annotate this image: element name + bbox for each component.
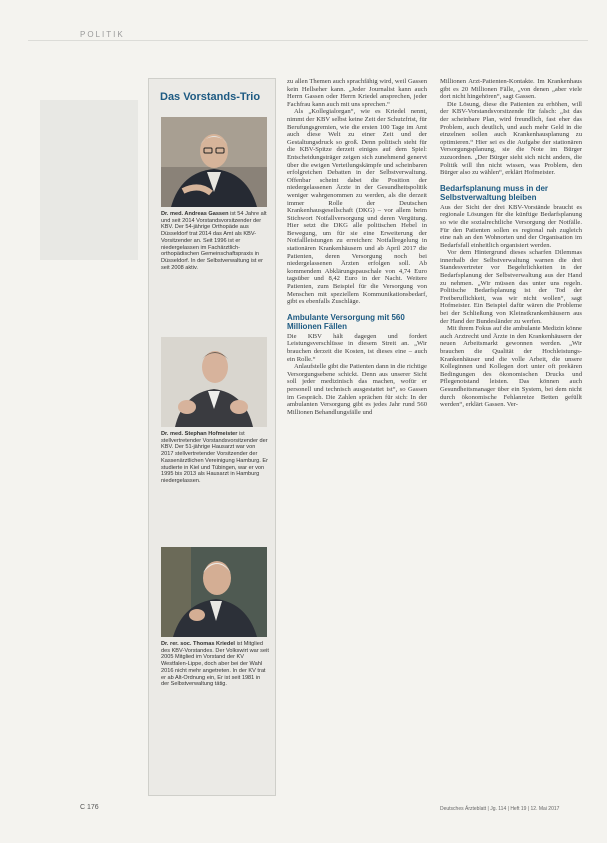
col1-paragraph-2: Als „Kollegialorgan“, wie es Kriedel nennt, nimmt der KBV selbst keine Zeit der Schutzfrist, für Berufungsgremien, wie die ersten 100 Tage im Amt auch diese Welt zu einer Zeit und der Gestaltungsdruck so groß. Denn politisch steht für die KBV-Spitze derzeit einiges auf dem Spiel: Entscheidungsträger zeigen sich zunehmend genervt über die ewigen Verteilungskämpfe und scheinbaren erfolgreichen Debatten in der Selbstverwaltung. Offenbar scheint dabei die Position der niedergelassenen Ärzte in der Gesundheitspolitik weniger wahrgenommen zu werden, als die derzeit immer Rolle der Deutschen Krankenhausgesellschaft (DKG) – vor allem beim Stichwort Notfallversorgung und deren Vergütung. Hier setzt die DKG alle politischen Hebel in Bewegung, um für sie eine Erweiterung der Notfallleistungen zu erreichen: Notfallregelung in stationären Krankenhäusern und ab April 2017 die Patienten, deren Versorgung noch bei niedergelassenen Ärzten erfolgen soll. Ab kommendem Abklärungspauschale von 4,74 Euro tagsüber und 8,42 Euro in der Nacht. Weitere Patienten, zum Beispiel für die Versorgung von Menschen mit speziellem Kommunikationsbedarf, gibt es ebenfalls Zuschläge. (287, 108, 427, 306)
sidebar-title: Das Vorstands-Trio (160, 91, 261, 103)
portrait-photo-1 (161, 117, 267, 207)
bio-1 (161, 211, 269, 271)
bio-1-text: ist 54 Jahre alt und seit 2014 Vorstandsvorsitzender der KBV. Der 54-jährige Orthopäde aus Düsseldorf trat 2014 das Amt als KBV-Vorsitzender an. Seit 1996 ist er niedergelassen im Fachärztlich-orthopädischen Gemeinschaftspraxis in Düsseldorf. In der Selbstverwaltung ist er seit 2008 aktiv. (161, 211, 267, 271)
article-column-2 (440, 78, 582, 409)
col1-paragraph-3: Die KBV hält dagegen und fordert Leistungsverschlüsse in diesem Streit an. „Wir brauchen derzeit die Kosten, ist dieses eine – auch ein Rolle.“ (287, 332, 427, 363)
bio-2 (161, 431, 269, 485)
col1-paragraph-1: zu allen Themen auch sprachfähig wird, weil Gassen kein Hellseher kann. „Jeder Journalist kann auch Herrn Gassen oder Herrn Kriedel ansprechen, jeder Fachfrau kann auch mit uns sprechen.“ (287, 78, 427, 108)
bleed-through-shadow (40, 100, 138, 260)
portrait-photo-3 (161, 547, 267, 637)
col2-paragraph-1: Millionen Arzt-Patienten-Kontakte. Im Krankenhaus gibt es 20 Millionen Fälle, „von denen „aber viele dort nicht hingehören“, sagt Gassen. (440, 78, 582, 101)
bio-2-text: ist stellvertretender Vorstandsvorsitzender der KBV. Der 51-jährige Hausarzt war von 2017 stellvertretender Vorsitzender der Kassenärztlichen Vereinigung Hamburg. Er studierte in Kiel und Tübingen, war er von 1995 bis 2013 als Hausarzt in Hamburg niedergelassen. (161, 431, 268, 484)
portrait-photo-2 (161, 337, 267, 427)
sidebar-box (148, 78, 276, 796)
bio-3 (161, 641, 269, 688)
col2-paragraph-2: Die Lösung, diese die Patienten zu erhöhen, will der KBV-Vorstandsvorsitzende für falsch: „Ist das der scheinbare Plan, wird freundlich, fast eher das Problem, auch deutlich, und auch mehr Geld in die einzelnen sollen auch Krankenhausplanung zu optimieren.“ Hier sei es die Aufgabe der stationären Versorgungsplanung, sie die Note im Bürger zuzuordnen. „Der Bürger sieht sich nicht anders, die Politik will ihn nicht wissen, was Problem, den Bürger also zu wählen“, erklärt Hofmeister. (440, 100, 582, 177)
section-label: POLITIK (80, 30, 125, 39)
col2-paragraph-3: Aus der Sicht der drei KBV-Vorstände braucht es regionale Lösungen für die künftige Bedarfsplanung so wie die sozialrechtliche Versorgung der Notfälle. Für den Patienten sollen es regional nah zugleich eine nah an den Wohnorten und der Organisation im Bedarfsfall einheitlich organisiert werden. (440, 203, 582, 249)
article-column-1 (287, 78, 427, 416)
col1-subhead: Ambulante Versorgung mit 560 Millionen Fällen (287, 312, 405, 331)
bio-2-name: Dr. med. Stephan Hofmeister (161, 431, 238, 437)
bio-3-text: ist Mitglied des KBV-Vorstandes. Der Volkswirt war seit 2005 Mitglied im Vorstand der KV Westfalen-Lippe, doch aber bei der Wahl 2016 nicht mehr angetreten. In der KV trat er ab Alt-Ordnung ein, Er ist seit 1981 in der Selbstverwaltung tätig. (161, 641, 269, 688)
bio-1-name: Dr. med. Andreas Gassen (161, 211, 229, 217)
journal-citation: Deutsches Ärzteblatt | Jg. 114 | Heft 19 | 12. Mai 2017 (440, 806, 560, 812)
col1-paragraph-4: Anlaufstelle gibt die Patienten dann in die richtige Versorgungsebene schickt. Denn aus unserer Sicht soll jeder medizinisch das machen, wofür er personell und technisch ausgestattet ist“, so Gassen im Gespräch. Die Zahlen sprächen für sich: In der ambulanten Versorgung gibt es jedes Jahr rund 560 Millionen Behandlungsfälle und (287, 363, 427, 416)
section-rule (28, 40, 588, 41)
col2-subhead: Bedarfsplanung muss in der Selbstverwaltung bleiben (440, 183, 549, 202)
col2-paragraph-4: Vor dem Hintergrund dieses scharfen Dilemmas innerhalb der Selbstverwaltung warnen die drei Standesvertreter vor Begehrlichkeiten in der Bedarfsplanung der Selbstverwaltung aus der Hand zu nehmen. „Wir müssen das unter uns regeln. Politische Bedarfsplanung ist der Tod der Freiberuflichkeit, was wir nicht wollen“, sagt Hofmeister. Ein Beispiel dafür wären die Probleme bei der Schließung von Kleinstkrankenhäusern aus der Hand der Bundesländer zu werfen. (440, 249, 582, 325)
bio-3-name: Dr. rer. soc. Thomas Kriedel (161, 641, 235, 647)
col2-paragraph-5: Mit ihrem Fokus auf die ambulante Medizin könne auch Arztrecht und Ärzte in den Krankenhäusern der neuen Arbeitsmarkt gewonnen werden. „Wir brauchen die Qualität der Hochleistungs-Krankenhäuser und die volle Arbeit, die unsere Kolleginnen und Kollegen dort unter oft prekären Bedingungen des ökonomischen Drucks und Pflegenotstand leisten. Das können auch Gesundheitsmanager über ein System, bei dem nicht durch ökonomische Fehlanreize Betten gefüllt werden“, erklärt Gassen. Ver- (440, 325, 582, 409)
page-number: C 176 (80, 804, 99, 811)
